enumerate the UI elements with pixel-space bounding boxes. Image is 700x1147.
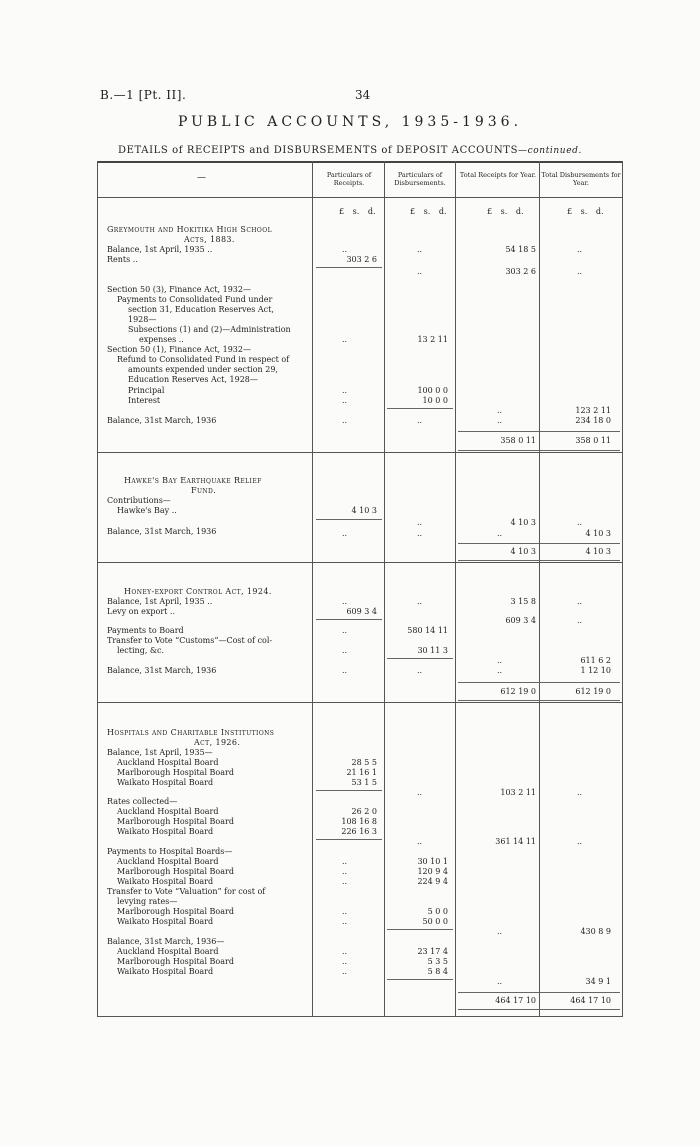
column-header-receipts: Particulars of Receipts. [326,171,372,187]
leader-dots: .. [577,788,583,797]
section-heading: Hawke's Bay Earthquake Relief [124,476,262,485]
disbursements-value: 13 2 11 [417,335,448,344]
section-heading: Honey-export Control Act, 1924. [124,587,272,596]
disbursements-value: 224 9 4 [417,877,448,886]
lsd-total-disbursements: £ s. d. [567,207,604,216]
page-subtitle [0,145,700,156]
receipts-value: 226 16 3 [341,827,377,836]
total-rule [458,431,620,432]
total-rule [458,560,620,561]
column-header-disbursements: Particulars of Disbursements. [394,171,446,187]
leader-dots: .. [417,666,423,675]
total-receipts-value: 4 10 3 [510,518,536,527]
receipts-value: 4 10 3 [351,506,377,515]
section-divider [97,702,623,703]
section-divider [97,562,623,563]
total-receipts-value: 103 2 11 [500,788,536,797]
total-disbursements-value: 611 6 2 [580,656,611,665]
row-label: Marlborough Hospital Board [117,867,234,876]
row-label: Waikato Hospital Board [117,967,214,976]
receipts-value: 26 2 0 [351,807,377,816]
leader-dots: .. [417,788,423,797]
row-label: Payments to Consolidated Fund under [117,295,273,304]
disbursements-value: 30 10 1 [417,857,448,866]
row-label: Rates collected— [107,797,178,806]
subtotal-rule [387,408,453,409]
subtitle-main: DETAILS of RECEIPTS and DISBURSEMENTS of DEPOSIT ACCOUNTS [118,145,519,156]
column-header-total-receipts: Total Receipts for Year. [459,171,537,179]
subtotal-rule [316,267,382,268]
total-receipts-value: 609 3 4 [505,616,536,625]
receipts-value: 28 5 5 [351,758,377,767]
row-label: Auckland Hospital Board [117,807,219,816]
leader-dots: .. [417,267,423,276]
disbursements-value: 5 3 5 [427,957,448,966]
leader-dots: .. [342,626,348,635]
leader-dots: .. [342,597,348,606]
subtotal-rule [387,658,453,659]
leader-dots: .. [342,666,348,675]
leader-dots: .. [342,416,348,425]
total-receipts-value: 361 14 11 [495,837,536,846]
row-label: Auckland Hospital Board [117,857,219,866]
leader-dots: .. [342,877,348,886]
section-heading-line2: Act, 1926. [194,738,241,747]
leader-dots: .. [417,597,423,606]
row-label: Balance, 31st March, 1936 [107,416,217,425]
grand-total-disbursements: 464 17 10 [570,996,611,1005]
table-bottom-rule [97,1016,623,1017]
total-rule [458,450,620,451]
subtotal-rule [316,519,382,520]
leader-dots: .. [342,529,348,538]
grand-total-receipts: 358 0 11 [500,436,536,445]
leader-dots: .. [497,406,503,415]
row-label: Interest [128,396,161,405]
leader-dots: .. [342,947,348,956]
subtotal-rule [387,929,453,930]
page-title: PUBLIC ACCOUNTS, 1935-1936. [177,114,523,130]
column-header-total-disbursements: Total Disbursements for Year. [541,171,621,187]
col-rule-3 [455,161,456,1017]
lsd-total-receipts: £ s. d. [487,207,524,216]
row-label: 1928— [128,315,157,324]
col-rule-right [622,161,623,1017]
row-label: Waikato Hospital Board [117,778,214,787]
leader-dots: .. [497,977,503,986]
disbursements-value: 120 9 4 [417,867,448,876]
receipts-value: 108 16 8 [341,817,377,826]
disbursements-value: 23 17 4 [417,947,448,956]
leader-dots: .. [342,857,348,866]
leader-dots: .. [497,416,503,425]
section-heading-line2: Acts, 1883. [184,235,235,244]
row-label: lecting, &c. [117,646,165,655]
leader-dots: .. [417,416,423,425]
disbursements-value: 50 0 0 [422,917,448,926]
column-header-description: — [197,173,206,183]
disbursements-value: 10 0 0 [422,396,448,405]
grand-total-receipts: 612 19 0 [500,687,536,696]
row-label: Balance, 1st April, 1935 .. [107,597,213,606]
table-top-rule [97,161,623,163]
row-label: Section 50 (3), Finance Act, 1932— [107,285,251,294]
leader-dots: .. [417,518,423,527]
row-label: Marlborough Hospital Board [117,957,234,966]
leader-dots: .. [342,396,348,405]
total-receipts-value: 303 2 6 [505,267,536,276]
page-number: 34 [355,88,371,102]
section-heading: Hospitals and Charitable Institutions [107,728,275,737]
leader-dots: .. [417,837,423,846]
row-label: Balance, 31st March, 1936 [107,527,217,536]
total-disbursements-value: 1 12 10 [580,666,611,675]
row-label: amounts expended under section 29, [128,365,278,374]
receipts-value: 303 2 6 [346,255,377,264]
total-disbursements-value: 4 10 3 [585,529,611,538]
disbursements-value: 580 14 11 [407,626,448,635]
row-label: Principal [128,386,165,395]
row-label: Auckland Hospital Board [117,758,219,767]
total-receipts-value: 3 15 8 [510,597,536,606]
row-label: Refund to Consolidated Fund in respect of [117,355,290,364]
row-label: Transfer to Vote “Customs”—Cost of col- [107,636,273,645]
row-label: Auckland Hospital Board [117,947,219,956]
row-label: Payments to Hospital Boards— [107,847,233,856]
leader-dots: .. [342,907,348,916]
row-label: Contributions— [107,496,171,505]
grand-total-disbursements: 612 19 0 [575,687,611,696]
leader-dots: .. [342,967,348,976]
total-rule [458,992,620,993]
row-label: Section 50 (1), Finance Act, 1932— [107,345,251,354]
total-rule [458,543,620,544]
receipts-value: 21 16 1 [346,768,377,777]
header-rule [97,197,623,198]
row-label: Hawke's Bay .. [117,506,177,515]
subtotal-rule [316,839,382,840]
leader-dots: .. [342,386,348,395]
subtotal-rule [316,619,382,620]
row-label: Balance, 31st March, 1936— [107,937,225,946]
section-divider [97,452,623,453]
subtotal-rule [316,790,382,791]
leader-dots: .. [417,529,423,538]
total-rule [458,1009,620,1010]
total-rule [458,700,620,701]
row-label: levying rates— [117,897,178,906]
document-reference: B.—1 [Pt. II]. [100,88,187,102]
subtotal-rule [387,979,453,980]
total-disbursements-value: 234 18 0 [575,416,611,425]
disbursements-value: 100 0 0 [417,386,448,395]
leader-dots: .. [342,646,348,655]
disbursements-value: 5 0 0 [427,907,448,916]
grand-total-receipts: 464 17 10 [495,996,536,1005]
total-receipts-value: 54 18 5 [505,245,536,254]
row-label: Subsections (1) and (2)—Administration [128,325,291,334]
leader-dots: .. [497,529,503,538]
leader-dots: .. [577,597,583,606]
leader-dots: .. [342,917,348,926]
lsd-receipts: £ s. d. [339,207,376,216]
col-rule-1 [312,161,313,1017]
disbursements-value: 30 11 3 [417,646,448,655]
section-heading: Greymouth and Hokitika High School [107,225,272,234]
leader-dots: .. [497,666,503,675]
row-label: expenses .. [139,335,184,344]
total-rule [458,682,620,683]
row-label: Balance, 31st March, 1936 [107,666,217,675]
row-label: Balance, 1st April, 1935— [107,748,213,757]
col-rule-4 [539,161,540,1017]
lsd-disbursements: £ s. d. [410,207,447,216]
row-label: Education Reserves Act, 1928— [128,375,258,384]
receipts-value: 53 1 5 [351,778,377,787]
subtitle-suffix: —continued. [518,146,582,156]
leader-dots: .. [577,518,583,527]
row-label: section 31, Education Reserves Act, [128,305,274,314]
row-label: Waikato Hospital Board [117,827,214,836]
disbursements-value: 5 8 4 [427,967,448,976]
row-label: Marlborough Hospital Board [117,907,234,916]
col-rule-2 [384,161,385,1017]
row-label: Waikato Hospital Board [117,877,214,886]
grand-total-receipts: 4 10 3 [510,547,536,556]
leader-dots: .. [342,867,348,876]
grand-total-disbursements: 4 10 3 [585,547,611,556]
total-disbursements-value: 34 9 1 [585,977,611,986]
leader-dots: .. [577,245,583,254]
leader-dots: .. [342,957,348,966]
row-label: Balance, 1st April, 1935 .. [107,245,213,254]
leader-dots: .. [577,837,583,846]
receipts-value: 609 3 4 [346,607,377,616]
leader-dots: .. [342,335,348,344]
col-rule-left [97,161,98,1017]
grand-total-disbursements: 358 0 11 [575,436,611,445]
row-label: Levy on export .. [107,607,175,616]
row-label: Payments to Board [107,626,184,635]
section-heading-line2: Fund. [191,486,217,495]
leader-dots: .. [577,267,583,276]
row-label: Waikato Hospital Board [117,917,214,926]
accounts-table [97,161,623,1017]
total-disbursements-value: 430 8 9 [580,927,611,936]
leader-dots: .. [577,616,583,625]
leader-dots: .. [342,245,348,254]
leader-dots: .. [497,656,503,665]
leader-dots: .. [417,245,423,254]
total-disbursements-value: 123 2 11 [575,406,611,415]
row-label: Marlborough Hospital Board [117,768,234,777]
leader-dots: .. [497,927,503,936]
row-label: Marlborough Hospital Board [117,817,234,826]
row-label: Rents .. [107,255,138,264]
row-label: Transfer to Vote “Valuation” for cost of [107,887,266,896]
